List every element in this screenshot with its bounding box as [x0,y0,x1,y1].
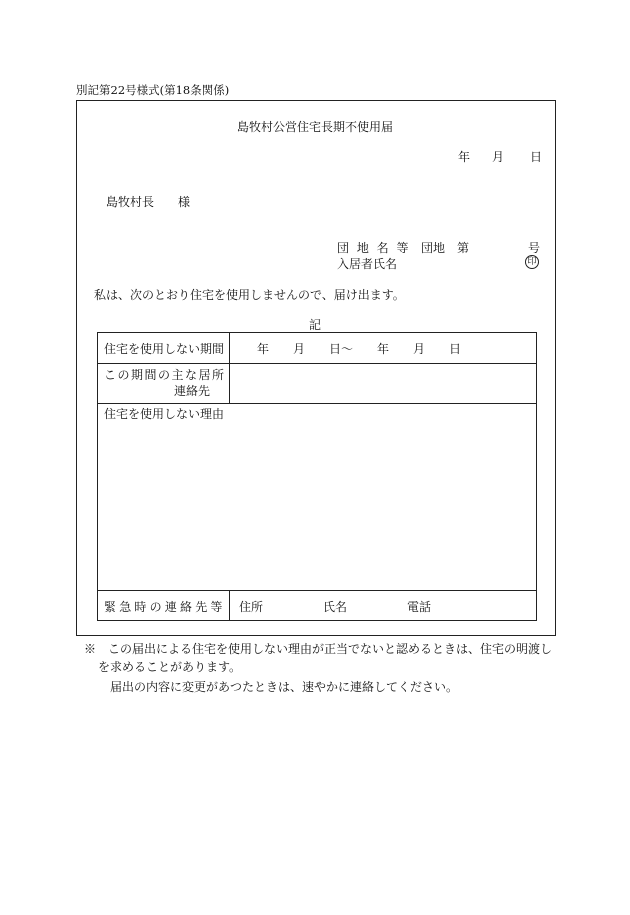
reason-label: 住宅を使用しない理由 [104,407,225,421]
emergency-contact-value: 住所 氏名 電話 [239,600,432,614]
form-title: 島牧村公営住宅長期不使用届 [236,120,393,134]
resident-name-label: 入居者氏名 [337,257,398,271]
period-value: 年 月 日～ 年 月 日 [257,342,462,356]
table-column-divider [229,590,230,621]
period-label: 住宅を使用しない期間 [104,342,225,356]
danchi-go: 号 [528,241,541,255]
danchi-value: 団地 [421,241,446,255]
danchi-dai: 第 [457,241,470,255]
note-line-2: を求めることがあります。 [98,660,242,674]
form-label: 別記第22号様式(第18条関係) [76,83,230,97]
seal-icon: 印 [525,255,539,269]
table-divider [98,403,536,404]
note-line-1: ※ この届出による住宅を使用しない理由が正当でないと認めるときは、住宅の明渡し [84,642,553,656]
contact-label: 連絡先 [174,384,211,398]
emergency-contact-label: 緊急時の連絡先等 [104,600,226,614]
danchi-label: 団 地 名 等 [337,241,411,255]
addressee-suffix: 様 [178,195,191,209]
table-divider [98,590,536,591]
statement: 私は、次のとおり住宅を使用しませんので、届け出ます。 [94,288,405,302]
date-day-label: 日 [530,150,543,164]
ki-heading: 記 [308,318,321,332]
table-column-divider [229,333,230,403]
note-line-3: 届出の内容に変更があつたときは、速やかに連絡してください。 [110,680,459,694]
date-year-label: 年 [458,150,471,164]
table-divider [98,363,536,364]
residence-label: この期間の主な居所 [104,368,226,382]
addressee: 島牧村長 [106,195,155,209]
date-month-label: 月 [492,150,505,164]
